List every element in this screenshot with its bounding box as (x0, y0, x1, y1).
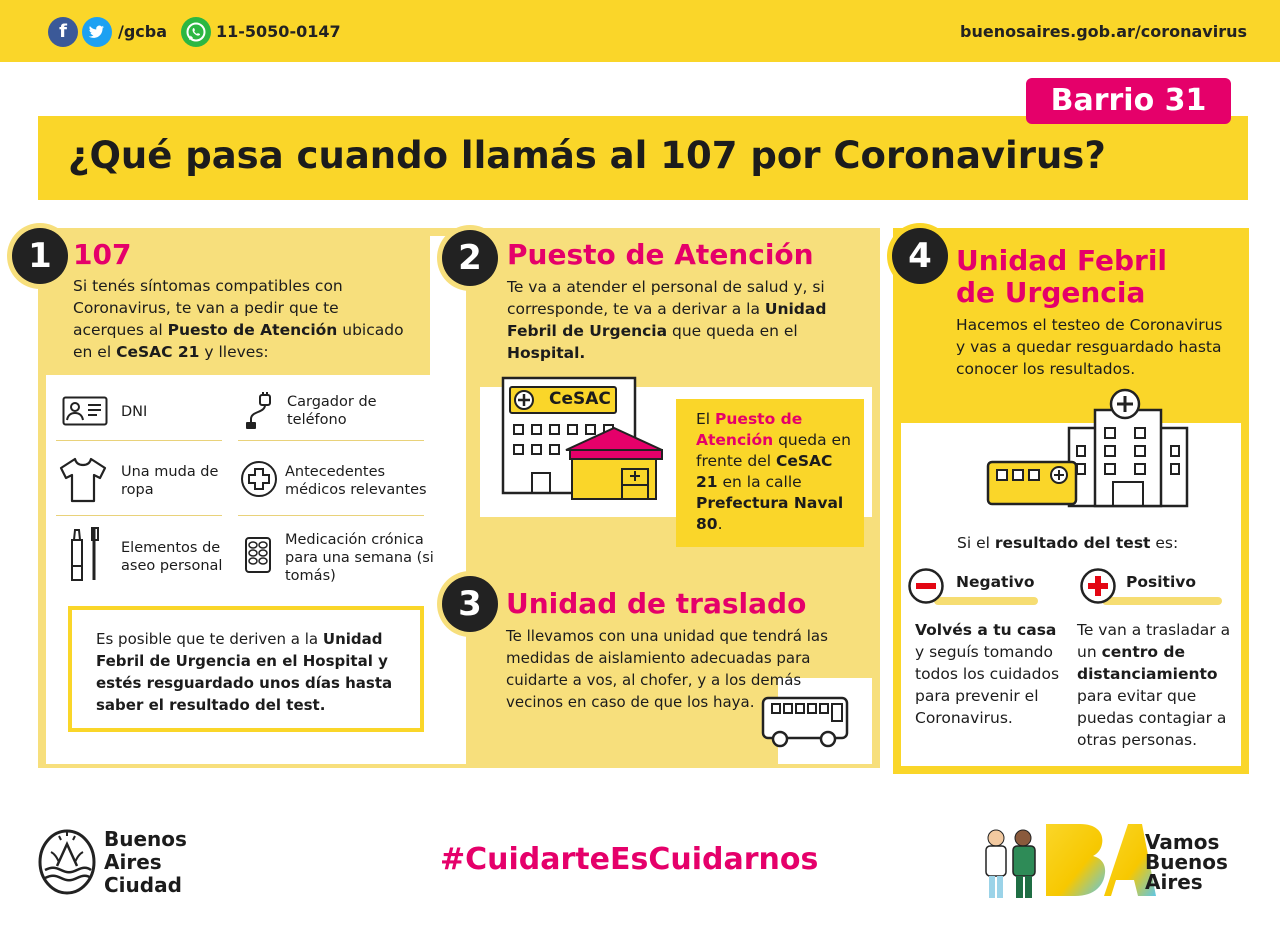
item-medication: Medicación crónica para una semana (si tomás) (285, 532, 434, 584)
separator (238, 440, 424, 441)
ba-logo (1042, 818, 1158, 902)
step3-text: Te llevamos con una unidad que tendrá las medidas de aislamiento adecuadas para cuidarte a vos, al chofer, y a los demás vecinos en caso de que los haya. (506, 627, 828, 711)
tshirt-icon (58, 455, 108, 505)
title-band (38, 116, 1248, 200)
positive-label: Positivo (1126, 573, 1197, 591)
item-hygiene: Elementos de aseo personal (121, 540, 223, 574)
cesac-sign: CeSAC (549, 389, 611, 409)
page-title: ¿Qué pasa cuando llamás al 107 por Coronavirus? (68, 134, 1106, 177)
id-card-icon (62, 396, 108, 426)
city-name: Buenos Aires Ciudad (104, 827, 187, 897)
item-dni: DNI (121, 404, 148, 420)
step2-heading: Puesto de Atención (507, 238, 814, 271)
step2-number: 2 (442, 230, 498, 286)
facebook-icon[interactable]: f (48, 17, 78, 47)
negative-underline (934, 597, 1038, 605)
step3-heading: Unidad de traslado (506, 587, 807, 620)
ba-logo-shape (1042, 818, 1158, 902)
item-records: Antecedentes médicos relevantes (285, 464, 427, 498)
derivation-note (68, 606, 424, 732)
step3-number: 3 (442, 576, 498, 632)
step4-heading: Unidad Febril de Urgencia (956, 244, 1168, 309)
whatsapp-icon[interactable] (181, 17, 211, 47)
hashtag: #CuidarteEsCuidarnos (440, 842, 819, 877)
toiletries-icon (66, 526, 106, 582)
hospital-icon (985, 388, 1191, 508)
step1-number: 1 (12, 228, 68, 284)
bus-icon (760, 695, 850, 751)
negative-text: Volvés a tu casa y seguís tomando todos los cuidados para prevenir el Coronavirus. (915, 621, 1060, 727)
derivation-note-text: Es posible que te deriven a la Unidad Febril de Urgencia en el Hospital y estés resguardado unos días hasta saber el resultado del test. (96, 630, 393, 714)
item-clothes: Una muda de ropa (121, 464, 219, 498)
top-bar (0, 0, 1280, 62)
step1-heading: 107 (73, 238, 132, 271)
city-seal-icon (37, 826, 97, 896)
step2-text: Te va a atender el personal de salud y, si corresponde, te va a derivar a la Unidad Febril de Urgencia que queda en el Hospital. (507, 278, 827, 362)
minus-icon (907, 567, 945, 605)
positive-text: Te van a trasladar a un centro de distanciamiento para evitar que puedas contagiar a otras personas. (1077, 621, 1231, 749)
social-handle[interactable]: /gcba (118, 22, 168, 41)
separator (238, 515, 424, 516)
whatsapp-number[interactable]: 11-5050-0147 (216, 22, 341, 41)
location-box (676, 399, 864, 547)
step1-text: Si tenés síntomas compatibles con Coronavirus, te van a pedir que te acerques al Puesto de Atención ubicado en el CeSAC 21 y lleves: (73, 277, 404, 361)
step4-number: 4 (892, 228, 948, 284)
negative-label: Negativo (956, 573, 1035, 591)
twitter-icon[interactable] (82, 17, 112, 47)
medical-cross-icon (240, 460, 278, 498)
vamos-buenos-aires: Vamos Buenos Aires (1145, 830, 1228, 894)
location-text: El Puesto de Atención queda en frente del CeSAC 21 en la calle Prefectura Naval 80. (696, 410, 851, 533)
step4-text: Hacemos el testeo de Coronavirus y vas a quedar resguardado hasta conocer los resultados. (956, 316, 1223, 378)
positive-underline (1102, 597, 1222, 605)
website-link[interactable]: buenosaires.gob.ar/coronavirus (960, 22, 1247, 41)
charger-icon (242, 392, 276, 430)
plus-icon (1079, 567, 1117, 605)
result-intro: Si el resultado del test es: (957, 534, 1179, 552)
pills-icon (244, 536, 272, 574)
barrio-badge: Barrio 31 (1026, 78, 1231, 124)
separator (56, 440, 222, 441)
item-charger: Cargador de teléfono (287, 394, 377, 428)
separator (56, 515, 222, 516)
